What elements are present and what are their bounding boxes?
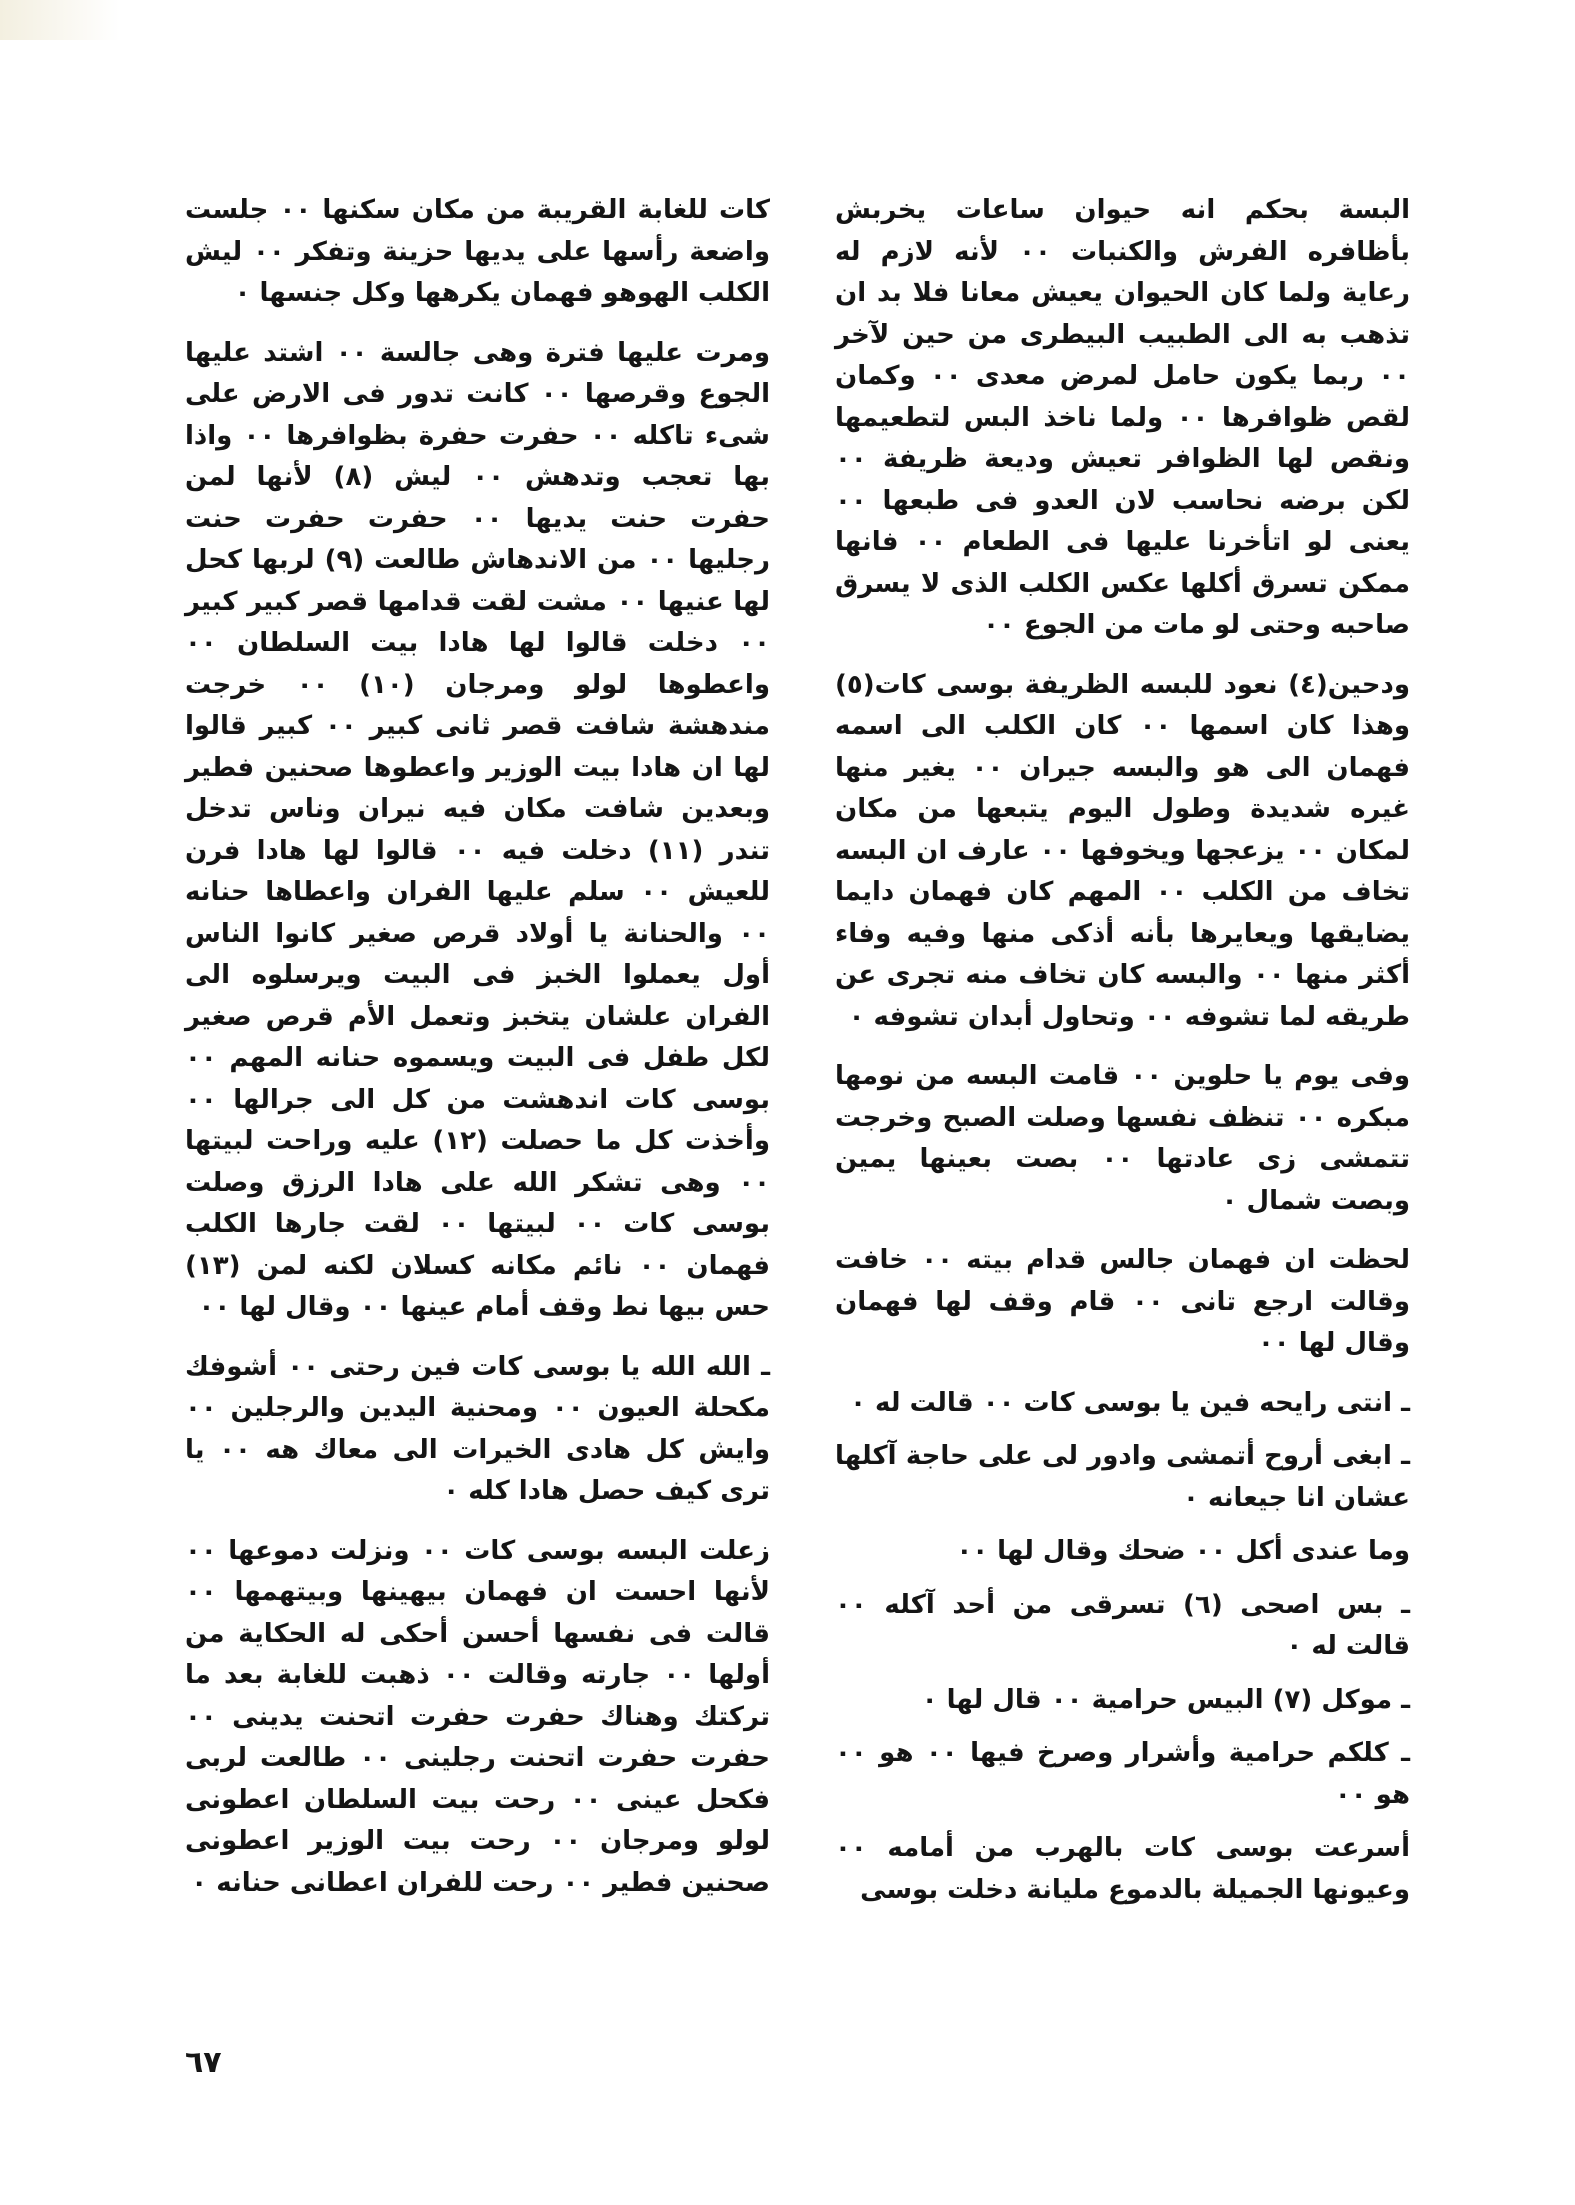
dialogue-line: ـ ابغى أروح أتمشى وادور لى على حاجة آكلها عشان انا جيعانه ٠ <box>835 1441 1410 1513</box>
left-text-column <box>185 190 770 1922</box>
page-number: ٦٧ <box>185 2045 222 2080</box>
paragraph: وما عندى أكل ٠٠ ضحك وقال لها ٠٠ <box>956 1536 1410 1566</box>
paragraph: كات للغابة القريبة من مكان سكنها ٠٠ جلست واضعة رأسها على يديها حزينة وتفكر ٠٠ ليش الكلب الهوهو فهمان يكرهها وكل جنسها ٠ <box>185 195 770 308</box>
right-text-column <box>835 190 1410 1929</box>
dialogue-line: ـ بس اصحى (٦) تسرقى من أحد آكله ٠٠ قالت له ٠ <box>835 1589 1410 1661</box>
paragraph: أسرعت بوسى كات بالهرب من أمامه ٠٠ وعيونها الجميلة بالدموع مليانة دخلت بوسى <box>835 1833 1410 1905</box>
paragraph: البسة بحكم انه حيوان ساعات يخربش بأظافره الفرش والكنبات ٠٠ لأنه لازم له رعاية ولما كان الحيوان يعيش معانا فلا بد ان تذهب به الى الطبيب البيطرى من حين لآخر ٠٠ ربما يكون حامل لمرض معدى ٠٠ وكمان لقص ظوافرها ٠٠ ولما ناخذ البس لتطعيمها ونقص لها الظوافر تعيش وديعة ظريفة ٠٠ لكن برضه نحاسب لان العدو فى طبعها ٠٠ يعنى لو اتأخرنا عليها فى الطعام ٠٠ فانها ممكن تسرق أكلها عكس الكلب الذى لا يسرق صاحبه وحتى لو مات من الجوع ٠٠ <box>835 195 1410 640</box>
dialogue-line: ـ موكل (٧) البيس حرامية ٠٠ قال لها ٠ <box>921 1684 1410 1715</box>
paragraph: لحظت ان فهمان جالس قدام بيته ٠٠ خافت وقالت ارجع تانى ٠٠ قام وقف لها فهمان وقال لها ٠٠ <box>835 1245 1410 1358</box>
dialogue-line: ـ الله الله يا بوسى كات فين رحتى ٠٠ أشوفك مكحلة العيون ٠٠ ومحنية اليدين والرجلين ٠٠ وايش كل هادى الخيرات الى معاك هه ٠٠ يا ترى كيف حصل هادا كله ٠ <box>185 1351 771 1506</box>
paragraph: ودحين(٤) نعود للبسه الظريفة بوسى كات(٥) وهذا كان اسمها ٠٠ كان الكلب الى اسمه فهمان الى هو والبسه جيران ٠٠ يغير منها غيره شديدة وطول اليوم يتبعها من مكان لمكان ٠٠ يزعجها ويخوفها ٠٠ عارف ان البسه تخاف من الكلب ٠٠ المهم كان فهمان دايما يضايقها ويعايرها بأنه أذكى منها وفيه وفاء أكثر منها ٠٠ والبسه كان تخاف منه تجرى عن طريقه لما تشوفه ٠٠ وتحاول أبدان تشوفه ٠ <box>835 669 1411 1032</box>
dialogue-line: ـ انتى رايحه فين يا بوسى كات ٠٠ قالت له ٠ <box>850 1387 1410 1418</box>
paragraph: ومرت عليها فترة وهى جالسة ٠٠ اشتد عليها الجوع وقرصها ٠٠ كانت تدور فى الارض على شىء تاكله ٠٠ حفرت حفرة بظوافرها ٠٠ واذا بها تعجب وتدهش ٠٠ ليش (٨) لأنها لمن حفرت حنت يديها ٠٠ حفرت حفرت حنت رجليها ٠٠ من الاندهاش طالعت (٩) لربها كحل لها عنيها ٠٠ مشت لقت قدامها قصر كبير كبير ٠٠ دخلت قالوا لها هادا بيت السلطان ٠٠ واعطوها لولو ومرجان (١٠) ٠٠ خرجت مندهشة شافت قصر ثانى كبير ٠٠ كبير قالوا لها ان هادا بيت الوزير واعطوها صحنين فطير وبعدين شافت مكان فيه نيران وناس تدخل تندر (١١) دخلت فيه ٠٠ قالوا لها هادا فرن للعيش ٠٠ سلم عليها الفران واعطاها حنانه ٠٠ والحنانة يا أولاد قرص صغير كانوا الناس أول يعملوا الخبز فى البيت ويرسلوه الى الفران علشان يتخبز وتعمل الأم قرص صغير لكل طفل فى البيت ويسموه حنانه المهم ٠٠ بوسى كات اندهشت من كل الى جرالها ٠٠ وأخذت كل ما حصلت (١٢) عليه وراحت لبيتها ٠٠ وهى تشكر الله على هادا الرزق وصلت بوسى كات ٠٠ لبيتها ٠٠ لقت جارها الكلب فهمان ٠٠ نائم مكانه كسلان لكنه لمن (١٣) حس بيها نط وقف أمام عينها ٠٠ وقال لها ٠٠ <box>185 337 771 1322</box>
page-corner-smudge <box>0 0 120 40</box>
dialogue-line: ـ كلكم حرامية وأشرار وصرخ فيها ٠٠ هو ٠٠ هو ٠٠ <box>835 1738 1410 1810</box>
paragraph: وفى يوم يا حلوين ٠٠ قامت البسه من نومها مبكره ٠٠ تنظف نفسها وصلت الصبح وخرجت تتمشى زى عادتها ٠٠ بصت بعينها يمين وبصت شمال ٠ <box>835 1061 1410 1216</box>
paragraph: زعلت البسه بوسى كات ٠٠ ونزلت دموعها ٠٠ لأنها احست ان فهمان بيهينها وبيتهمها ٠٠ قالت فى نفسها أحسن أحكى له الحكاية من أولها ٠٠ جارته وقالت ٠٠ ذهبت للغابة بعد ما تركتك وهناك حفرت حفرت اتحنت يدينى ٠٠ حفرت حفرت اتحنت رجلينى ٠٠ طالعت لربى فكحل عينى ٠٠ رحت بيت السلطان اعطونى لولو ومرجان ٠٠ رحت بيت الوزير اعطونى صحنين فطير ٠٠ رحت للفران اعطانى حنانه ٠ <box>185 1535 771 1898</box>
